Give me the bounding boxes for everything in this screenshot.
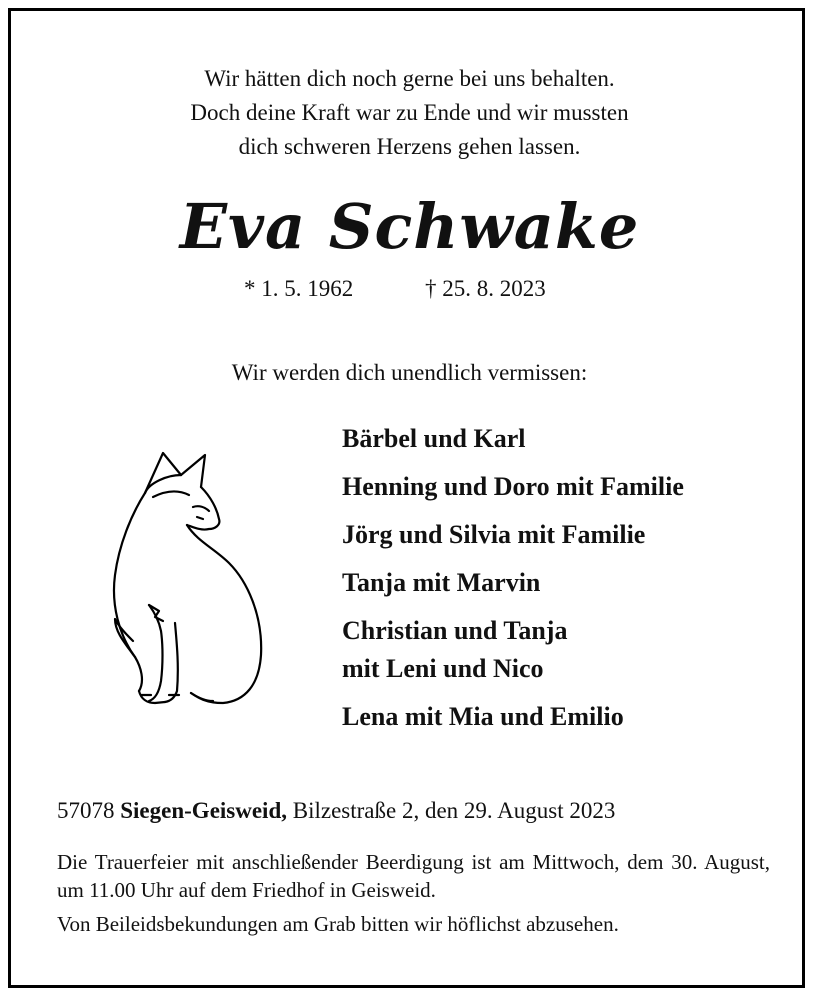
mourner-line: mit Leni und Nico <box>342 654 544 683</box>
mourner-line: Bärbel und Karl <box>342 424 526 453</box>
funeral-info: Die Trauerfeier mit anschließender Beerdigung ist am Mittwoch, dem 30. August, um 11.00 Uhr auf dem Friedhof in Geisweid. <box>57 850 770 902</box>
cat-silhouette-icon <box>105 445 275 715</box>
place-and-date <box>57 798 615 824</box>
postcode: 57078 <box>57 798 115 823</box>
mourners-list <box>342 420 684 736</box>
deceased-name: Eva Schwake <box>179 190 640 263</box>
condolence-note: Von Beileidsbekundungen am Grab bitten wir höflichst abzusehen. <box>57 912 619 936</box>
street-and-date: Bilzestraße 2, den 29. August 2023 <box>292 798 616 823</box>
missing-text: Wir werden dich unendlich vermissen: <box>231 360 588 385</box>
death-date: † 25. 8. 2023 <box>425 276 546 301</box>
mourner-line: Lena mit Mia und Emilio <box>342 702 624 731</box>
verse-line-1: Wir hätten dich noch gerne bei uns behalten. <box>204 66 615 91</box>
verse-line-2: Doch deine Kraft war zu Ende und wir mussten <box>190 100 629 125</box>
mourner-line: Christian und Tanja <box>342 616 568 645</box>
birth-date: * 1. 5. 1962 <box>244 276 354 301</box>
verse-line-3: dich schweren Herzens gehen lassen. <box>238 134 581 159</box>
city: Siegen-Geisweid, <box>120 798 287 823</box>
mourner-line: Tanja mit Marvin <box>342 568 541 597</box>
mourner-line: Jörg und Silvia mit Familie <box>342 520 646 549</box>
mourner-line: Henning und Doro mit Familie <box>342 472 684 501</box>
